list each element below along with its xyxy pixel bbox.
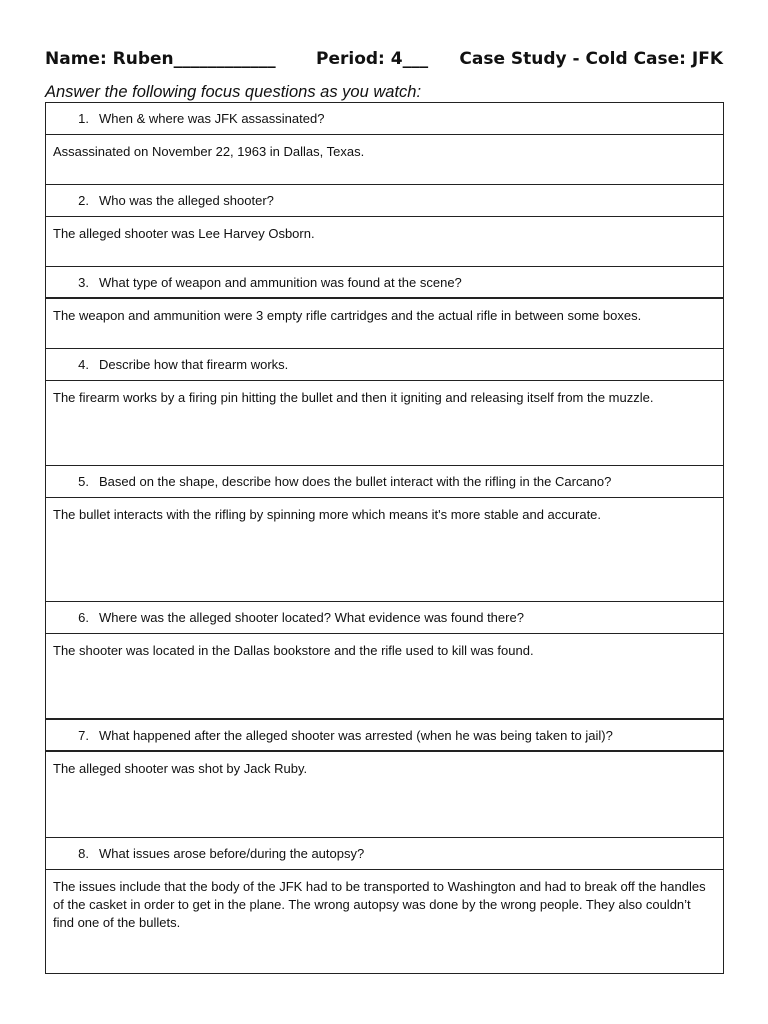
question-row-5 bbox=[46, 466, 723, 498]
question-row-3 bbox=[46, 267, 723, 299]
instructions: Answer the following focus questions as you watch: bbox=[45, 83, 422, 101]
question-text: Based on the shape, describe how does the bullet interact with the rifling in the Carcano? bbox=[99, 474, 612, 489]
question-row-4 bbox=[46, 349, 723, 381]
question-text: Who was the alleged shooter? bbox=[99, 193, 274, 208]
question-number: 5. bbox=[78, 474, 89, 489]
question-text: Where was the alleged shooter located? What evidence was found there? bbox=[99, 610, 524, 625]
question-number: 3. bbox=[78, 274, 89, 290]
question-text: What type of weapon and ammunition was found at the scene? bbox=[99, 274, 462, 290]
question-number: 2. bbox=[78, 193, 89, 208]
question-number: 6. bbox=[78, 610, 89, 625]
question-row-8 bbox=[46, 838, 723, 870]
question-text: What happened after the alleged shooter was arrested (when he was being taken to jail)? bbox=[99, 727, 613, 743]
class-period: Period: 4___ bbox=[316, 49, 429, 69]
answer-box-2[interactable]: The alleged shooter was Lee Harvey Osborn. bbox=[46, 217, 723, 267]
focus-questions-table bbox=[45, 102, 724, 974]
worksheet-header bbox=[45, 46, 723, 72]
question-text: Describe how that firearm works. bbox=[99, 357, 289, 372]
question-text: When & where was JFK assassinated? bbox=[99, 111, 325, 126]
answer-box-3[interactable]: The weapon and ammunition were 3 empty rifle cartridges and the actual rifle in between some boxes. bbox=[46, 299, 723, 349]
question-number: 1. bbox=[78, 111, 89, 126]
case-study-title: Case Study - Cold Case: JFK bbox=[459, 49, 723, 69]
question-row-1 bbox=[46, 103, 723, 135]
answer-box-4[interactable]: The firearm works by a firing pin hitting the bullet and then it igniting and releasing itself from the muzzle. bbox=[46, 381, 723, 466]
answer-box-8[interactable]: The issues include that the body of the JFK had to be transported to Washington and had to break off the handles of the casket in order to get in the plane. The wrong autopsy was done by the wrong people. They also couldn’t find one of the bullets. bbox=[53, 879, 706, 930]
question-row-6 bbox=[46, 602, 723, 634]
question-text: What issues arose before/during the autopsy? bbox=[99, 846, 365, 861]
student-name: Name: Ruben____________ bbox=[45, 49, 276, 69]
question-row-2 bbox=[46, 185, 723, 217]
question-number: 8. bbox=[78, 846, 89, 861]
question-row-7 bbox=[46, 720, 723, 752]
answer-box-6[interactable]: The shooter was located in the Dallas bookstore and the rifle used to kill was found. bbox=[46, 634, 723, 720]
answer-box-5[interactable]: The bullet interacts with the rifling by spinning more which means it's more stable and accurate. bbox=[46, 498, 723, 602]
question-number: 4. bbox=[78, 357, 89, 372]
question-number: 7. bbox=[78, 727, 89, 743]
answer-box-1[interactable]: Assassinated on November 22, 1963 in Dallas, Texas. bbox=[46, 135, 723, 185]
answer-box-7[interactable]: The alleged shooter was shot by Jack Ruby. bbox=[46, 752, 723, 838]
